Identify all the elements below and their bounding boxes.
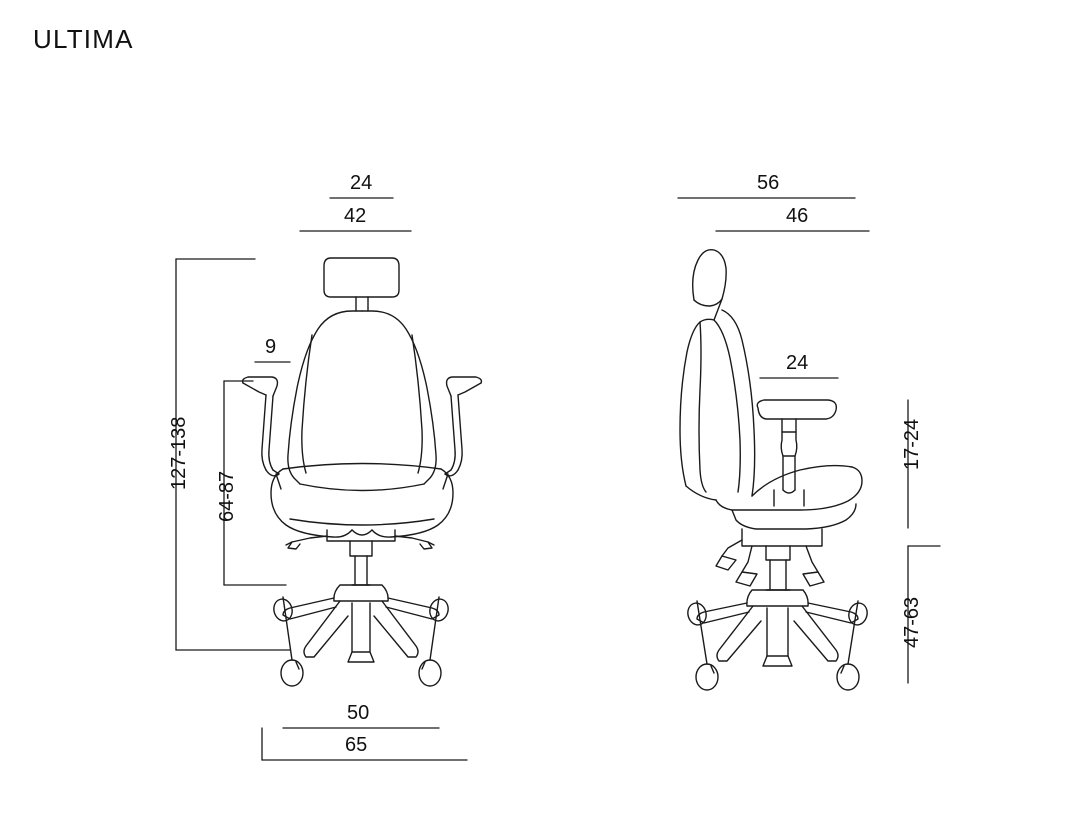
dim-side-seat-depth: 24 [786,352,809,374]
front-view-chair [243,258,482,686]
dim-side-seat-height-range: 47-63 [901,596,923,648]
dim-front-headrest-width: 24 [350,172,373,194]
dim-side-depth-lower: 46 [786,205,809,227]
dim-front-total-height: 127-138 [168,416,190,490]
side-view-chair [680,250,870,690]
dim-front-seat-back-height: 64-87 [216,470,238,522]
dim-front-armrest-pad-width: 9 [265,336,277,358]
dim-front-backrest-width: 42 [344,205,367,227]
dim-front-base-width-inner: 50 [347,702,370,724]
dimension-lines [176,198,940,760]
dim-side-armrest-height-range: 17-24 [901,418,923,470]
page-title: ULTIMA [33,24,134,54]
dim-side-depth-upper: 56 [757,172,780,194]
dim-front-base-width-outer: 65 [345,734,368,756]
